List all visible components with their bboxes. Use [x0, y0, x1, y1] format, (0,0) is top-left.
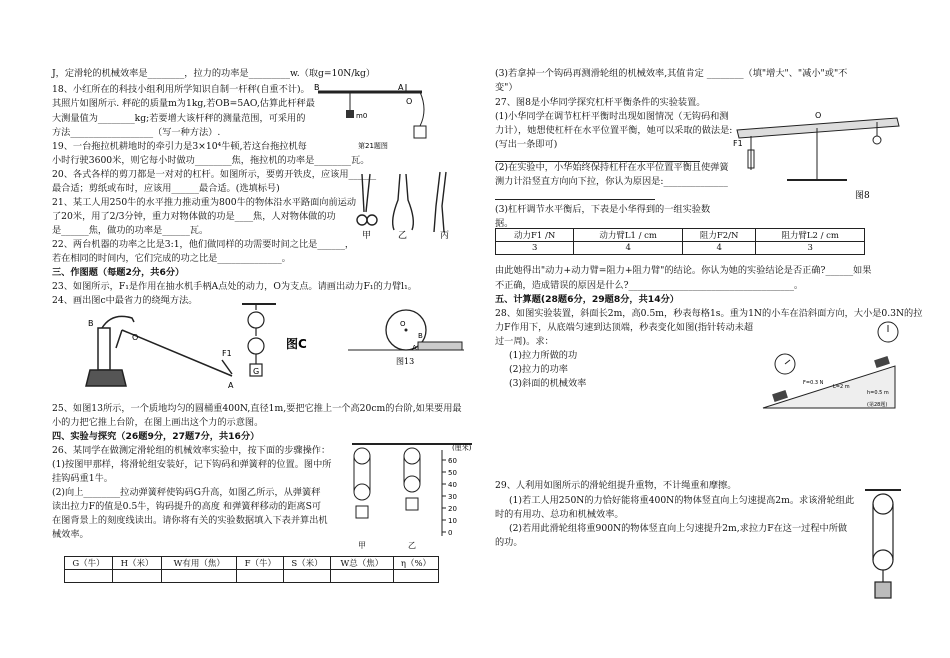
fig13-caption: 图13: [396, 357, 415, 366]
q26-line-6: 在图背景上的刻度线读出。请你将有关的实验数据填入下表并算出机: [52, 515, 328, 526]
table-cell[interactable]: [65, 570, 113, 583]
table-header-f: F（牛）: [237, 557, 284, 570]
scale-tick: 60: [448, 457, 457, 465]
section-4-heading: 四、实验与探究（26题9分，27题7分，共16分）: [52, 431, 260, 442]
q26-line-2: (1)按图甲那样，将滑轮组安装好，记下钩码和弹簧秤的位置。图中所: [52, 459, 332, 470]
q27-line-6: 测力计沿竖直方向向下拉，你认为原因是:______________: [495, 176, 728, 187]
q29-line-2: (1)若工人用250N的力恰好能将重400N的物体竖直向上匀速提高2m。求该滑轮组此: [509, 495, 855, 506]
q26-3-line-1: (3)若拿掉一个钩码再测滑轮组的机械效率,其值肯定 ________（填"增大"、"减小"或"不: [495, 68, 848, 79]
q20-line-2: 最合适；剪纸或布时，应该用______最合适。(选填标号): [52, 183, 280, 194]
q21-line-1: 21、某工人用250牛的水平推力推动重为800牛的物体沿水平路面向前运动: [52, 197, 357, 208]
lever-label-o: O: [815, 111, 822, 120]
table-cell[interactable]: [162, 570, 237, 583]
pump-label-o: O: [132, 333, 139, 342]
fig-jia: 甲: [358, 541, 366, 550]
q27-line-1: 27、图8是小华同学探究杠杆平衡条件的实验装置。: [495, 97, 706, 108]
table-cell[interactable]: [393, 570, 438, 583]
q28-line-2: 力F作用下，从底端匀速到达顶端，秒表变化如图(指针转动未超: [495, 322, 754, 333]
barrel-label-a: A: [412, 344, 417, 352]
q29-line-4: (2)若用此滑轮组将重900N的物体竖直向上匀速提升2m,求拉力F在这一过程中所做: [509, 523, 848, 534]
q26-line-7: 械效率。: [52, 529, 89, 540]
table-cell: 3: [496, 242, 574, 255]
scale-tick: 50: [448, 469, 457, 477]
table-header-f2: 阻力F2/N: [682, 229, 755, 242]
q27-line-4: (写出一条即可): [495, 139, 558, 150]
q26-line-3: 挂钩码重1牛。: [52, 473, 113, 484]
q27-conclusion-1: 由此她得出"动力+动力臂=阻力+阻力臂"的结论。你认为她的实验结论是否正确?______如果: [495, 265, 872, 276]
incline-figure: [763, 318, 903, 414]
q29-line-1: 29、人利用如图所示的滑轮组提升重物，不计绳重和摩擦。: [495, 480, 737, 491]
q28-line-3: 过一周)。求：: [495, 336, 554, 347]
scissors-label-yi: 乙: [398, 231, 408, 241]
table-header-eta: η（%）: [393, 557, 438, 570]
table-cell: 4: [574, 242, 683, 255]
scale-unit-label: (厘米): [452, 444, 472, 452]
pump-label-b: B: [88, 319, 94, 328]
pulley-c-figure: [236, 300, 316, 382]
text-line: J，定滑轮的机械效率是________，拉力的功率是_________w.（取g=10N/kg）: [52, 68, 376, 79]
q27-line-3: 力计），她想使杠杆在水平位置平衡，她可以采取的做法是:: [495, 125, 733, 136]
incline-label-h: h=0.5 m: [867, 390, 889, 396]
q21-line-2: 了20米，用了2/3分钟，重力对物体做的功是____焦，人对物体做的功: [52, 211, 336, 222]
scale-tick: 30: [448, 493, 457, 501]
q27-line-8: 据。: [495, 218, 514, 229]
pulley-experiment-figure: [342, 440, 502, 552]
scale-tick: 0: [448, 529, 453, 537]
q28-sub-2: (2)拉力的功率: [509, 364, 568, 375]
table-cell[interactable]: [113, 570, 162, 583]
barrel-label-b: B: [418, 332, 423, 340]
fig21-caption: 第21题图: [358, 142, 388, 150]
lever-figure: [727, 100, 907, 210]
lever-label-f1: F1: [733, 139, 743, 148]
pulley-block-figure: [863, 488, 903, 606]
pump-label-f1: F1: [222, 349, 232, 358]
table-header-l1: 动力臂L1 / cm: [574, 229, 683, 242]
q21-line-3: 是______焦，做功的功率是______瓦。: [52, 225, 209, 236]
q27-line-2: (1)小华同学在调节杠杆平衡时出现如图情况（无钩码和测: [495, 111, 729, 122]
answer-blank[interactable]: [495, 152, 700, 162]
q18-line-3: 大测量值为________kg;若要增大该杆秤的测量范围，可采用的: [52, 113, 306, 124]
q29-line-3: 时的有用功、总功和机械效率。: [495, 509, 624, 520]
q18-line-4: 方法__________________（写一种方法）.: [52, 127, 221, 138]
pump-label-a: A: [228, 381, 234, 390]
q28-sub-3: (3)斜面的机械效率: [509, 378, 587, 389]
q25-line-2: 小的力把它推上台阶，在图上画出这个力的示意图。: [52, 417, 264, 428]
q25-line-1: 25、如图13所示，一个质地均匀的圆桶重400N,直径1m,要把它推上一个高20cm的台阶,如果要用最: [52, 403, 462, 414]
q22-line-1: 22、两台机器的功率之比是3:1，他们做同样的功需要时间之比是______，: [52, 239, 355, 250]
q26-3-line-2: 变"）: [495, 82, 518, 93]
scale-tick: 20: [448, 505, 457, 513]
section-3-heading: 三、作图题（每题2分，共6分）: [52, 267, 185, 278]
q27-conclusion-2: 不正确，造成错误的原因是什么?____________________________________。: [495, 280, 804, 291]
table-header-g: G（牛）: [65, 557, 113, 570]
scale-tick: 10: [448, 517, 457, 525]
incline-label-l: L=2 m: [833, 384, 850, 390]
q26-line-4: (2)向上________拉动弹簧秤使钩码G升高，如图乙所示，从弹簧秤: [52, 487, 321, 498]
q20-line-1: 20、各式各样的剪刀都是一对对的杠杆。如图所示，要剪开铁皮，应该用______: [52, 169, 377, 180]
scissors-label-jia: 甲: [362, 231, 372, 241]
left-column: [52, 0, 492, 658]
answer-blank[interactable]: [495, 190, 655, 200]
table-cell: 4: [682, 242, 755, 255]
table-header-l2: 阻力臂L2 / cm: [756, 229, 865, 242]
q27-line-5: (2)在实验中，小华始终保持杠杆在水平位置平衡且使弹簧: [495, 162, 729, 173]
incline-caption: (第28题): [867, 402, 888, 408]
table-cell[interactable]: [284, 570, 331, 583]
label-b: B: [314, 83, 320, 92]
table-cell[interactable]: [330, 570, 393, 583]
lever-data-table: [495, 228, 865, 255]
scale-tick: 40: [448, 481, 457, 489]
q29-line-5: 的功。: [495, 537, 523, 548]
q18-line-2: 其照片如图所示. 秤砣的质量m为1kg,若OB=5AO,估算此杆秤最: [52, 98, 315, 109]
q24-text: 24、画出图c中最省力的绕绳方法。: [52, 295, 198, 306]
steelyard-figure: [310, 82, 428, 152]
q23-text: 23、如图所示，F₁是作用在抽水机手柄A点处的动力，O为支点。请画出动力F₁的力臂l₁。: [52, 281, 417, 292]
scissors-figure: [350, 170, 460, 240]
q26-line-1: 26、某同学在做测定滑轮组的机械效率实验中，按下面的步骤操作：: [52, 445, 331, 456]
label-a: A: [398, 83, 404, 92]
table-header-f1: 动力F1 /N: [496, 229, 574, 242]
q19-line-2: 小时行驶3600米，则它每小时做功________焦，拖拉机的功率是________瓦。: [52, 155, 370, 166]
fig8-caption: 图8: [855, 191, 870, 201]
q19-line-1: 19、一台拖拉机耕地时的牵引力是3×10⁴牛顿,若这台拖拉机每: [52, 141, 307, 152]
q22-line-2: 若在相同的时间内，它们完成的功之比是______________。: [52, 253, 291, 264]
table-cell: 3: [756, 242, 865, 255]
table-header-h: H（米）: [113, 557, 162, 570]
q27-line-7: (3)杠杆调节水平衡后，下表是小华得到的一组实验数: [495, 204, 711, 215]
table-header-s: S（米）: [284, 557, 331, 570]
fig-c-caption: 图C: [286, 337, 307, 351]
table-header-w-total: W总（焦）: [330, 557, 393, 570]
q26-data-table: [64, 556, 439, 583]
label-m0: m0: [356, 112, 368, 120]
fig-yi: 乙: [408, 541, 416, 550]
scissors-label-bing: 丙: [440, 231, 450, 241]
barrel-figure: [346, 306, 466, 368]
right-column: [495, 0, 935, 658]
q28-line-1: 28、如图实验装置，斜面长2m，高0.5m，秒表每格1s。重为1N的小车在沿斜面方向，大小是0.3N的拉: [495, 308, 923, 319]
q28-sub-1: (1)拉力所做的功: [509, 350, 578, 361]
pulley-c-label-g: G: [253, 367, 260, 376]
q26-line-5: 读出拉力F的值是0.5牛，钩码提升的高度 和弹簧秤移动的距离S可: [52, 501, 322, 512]
table-header-w-useful: W有用（焦）: [162, 557, 237, 570]
table-cell[interactable]: [237, 570, 284, 583]
section-5-heading: 五、计算题(28题6分，29题8分，共14分）: [495, 294, 679, 305]
pump-figure: [82, 308, 252, 390]
label-o: O: [406, 97, 413, 106]
incline-label-f: F=0.3 N: [803, 380, 824, 386]
barrel-label-o: O: [400, 320, 406, 328]
q18-line-1: 18、小红所在的科技小组利用所学知识自制一杆秤(自重不计)。: [52, 84, 310, 95]
